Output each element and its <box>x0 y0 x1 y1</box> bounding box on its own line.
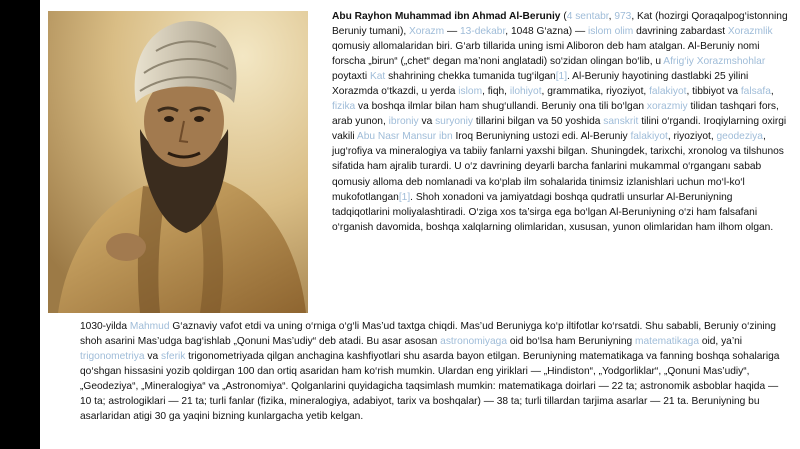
text-run: , <box>770 86 774 98</box>
wiki-link[interactable]: falakiyot <box>649 86 687 98</box>
biography-intro-paragraph <box>332 9 788 235</box>
text-run: Iroq Beruniyning ustozi edi. Al-Beruniy <box>452 131 631 143</box>
wiki-link[interactable]: 4 sentabr <box>566 11 609 22</box>
wiki-link[interactable]: Afrig‘iy Xorazmshohlar <box>663 56 766 68</box>
text-run: oid bo‘lsa ham Beruniyning <box>507 336 635 348</box>
wiki-link[interactable]: astronomiyaga <box>440 336 507 348</box>
wiki-link[interactable]: Mahmud <box>129 321 170 332</box>
wiki-link[interactable]: ibroniy <box>388 116 419 128</box>
text-run: , 1048 G‘azna) — <box>505 26 588 38</box>
text-run: . Al-Beruniy hayotining dastlabki 25 yilini Xorazmda o‘tkazdi, u yerda <box>332 71 749 98</box>
wiki-link[interactable]: sferik <box>160 351 186 363</box>
wiki-link[interactable]: xorazmiy <box>646 101 688 113</box>
text-run: tilini o‘rgandi. Iroqiylarning oxirgi vakili <box>332 116 787 143</box>
wiki-link[interactable]: Xorazm <box>409 26 445 38</box>
text-run: , <box>608 11 615 22</box>
text-run: va <box>418 116 436 128</box>
wiki-link[interactable]: Abu Nasr Mansur ibn <box>356 131 453 143</box>
text-run: tillarini bilgan va 50 yoshida <box>473 116 604 128</box>
wiki-link[interactable]: matematikaga <box>635 336 699 348</box>
wiki-link[interactable]: ilohiyot <box>509 86 542 98</box>
wiki-link[interactable]: suryoniy <box>435 116 474 128</box>
text-run: tilidan tashqari fors, arab yunon, <box>332 101 779 128</box>
text-run: ( <box>560 11 567 22</box>
text-run: , riyoziyot, <box>667 131 717 143</box>
text-run: , tibbiyot va <box>686 86 741 98</box>
wiki-link[interactable]: falsafa <box>740 86 771 98</box>
text-run: shahrining chekka tumanida tug‘ilgan <box>385 71 556 83</box>
text-run: , Kat (hozirgi Qoraqalpog‘istonning Beruniy tumani), <box>332 11 788 38</box>
scholar-name: Abu Rayhon Muhammad ibn Ahmad Al-Beruniy <box>332 11 561 22</box>
text-run: trigonometriyada qilgan anchagina kashfiyotlari shu asarda bayon etilgan. Beruniyning matematikaga va fanning boshqa sohalariga qo‘shgan hissasini yozib qoldirgan 100 dan ortiq asaridan ham ko‘rish mumkin. Ulardan eng yiriklari — „Hindiston“, „Yodgorliklar“, „Qonuni Mas’udiy“, „Geodeziya“, „Mineralogiya“ va „Astronomiya“. Qolganlarini quyidagicha taqsimlash mumkin: matematikaga doirlari — 22 ta; astronomik asboblar haqida — 10 ta; astrologiklari — 21 ta; turli fanlar (fizika, mineralogiya, adabiyot, tarix va boshqalar) — 38 ta; turli tillardan tarjima asarlar — 21 ta. Beruniyning bu asarlaridan atigi 30 ga yaqini bizning kunlargacha yetib kelgan. <box>80 351 780 423</box>
wiki-link[interactable]: Kat <box>369 71 386 83</box>
wiki-link[interactable]: [1] <box>555 71 568 83</box>
text-run: davrining zabardast <box>633 26 728 38</box>
text-run: va boshqa ilmlar bilan ham shug‘ullandi. Beruniy ona tili bo‘lgan <box>355 101 647 113</box>
text-run: — <box>444 26 460 38</box>
wiki-link[interactable]: islom <box>458 86 483 98</box>
text-run: poytaxti <box>332 71 370 83</box>
wiki-link[interactable]: trigonometriya <box>80 351 145 363</box>
text-run: G‘aznaviy vafot etdi va uning o‘rniga o‘g‘li Mas’ud taxtga chiqdi. Mas’ud Beruniyga ko‘p iltifotlar ko‘rsatdi. Shu sababli, Beruniy o‘zining shoh asarini Mas’udga bag‘ishlab „Qonuni Mas’udiy“ deb atadi. Bu asar asosan <box>80 321 776 348</box>
wiki-link[interactable]: islom olim <box>587 26 634 38</box>
text-run: , jug‘rofiya va mineralogiya va tabiiy fanlarni yaxshi bilgan. Shuningdek, tarixchi, xronolog va tilshunos sifatida ham ajralib turardi. U o‘z davrining deyarli barcha fanlarini mukammal o‘rganganı sabab qomusiy alloma deb nomlanadi va ko‘plab ilm sohalarida tinimsiz izlanishlari uchun mo‘l-ko‘l mukofotlangan <box>332 131 784 203</box>
text-run: qomusiy allomalaridan biri. G‘arb tillarida uning ismi Aliboron deb ham atalgan. Al-Beruniy nomi forscha „birun“ („chet“ degan ma’noni anglatadi) so‘zidan olingan bo‘lib, u <box>332 41 760 68</box>
text-run: 1030-yilda <box>80 321 130 332</box>
wiki-link[interactable]: 13-dekabr <box>459 26 506 38</box>
text-run: . Shoh xonadoni va jamiyatdagi boshqa qudratli unsurlar Al-Beruniyning tadqiqotlarini moliyalashtiradi. O‘ziga xos ta’sirga ega bo‘lgan Al-Beruniyning o‘zi ham falsafani o‘rganish davomida, boshqa xalqlarning olimlaridan, xususan, yunon olimlaridan ham ilhom olgan. <box>332 191 774 233</box>
wiki-link[interactable]: falakiyot <box>630 131 668 143</box>
biography-works-paragraph <box>80 319 780 424</box>
wiki-link[interactable]: geodeziya <box>716 131 763 143</box>
text-run: , grammatika, riyoziyot, <box>541 86 650 98</box>
text-run: oid, ya’ni <box>699 336 743 348</box>
scholar-portrait-image <box>48 11 308 313</box>
text-run: va <box>144 351 161 363</box>
text-run: , fiqh, <box>482 86 510 98</box>
wiki-link[interactable]: sanskrit <box>603 116 639 128</box>
wiki-link[interactable]: [1] <box>398 191 411 203</box>
wiki-link[interactable]: fizika <box>332 101 356 113</box>
slide <box>40 0 800 449</box>
wiki-link[interactable]: Xorazmlik <box>727 26 773 38</box>
wiki-link[interactable]: 973 <box>614 11 632 22</box>
